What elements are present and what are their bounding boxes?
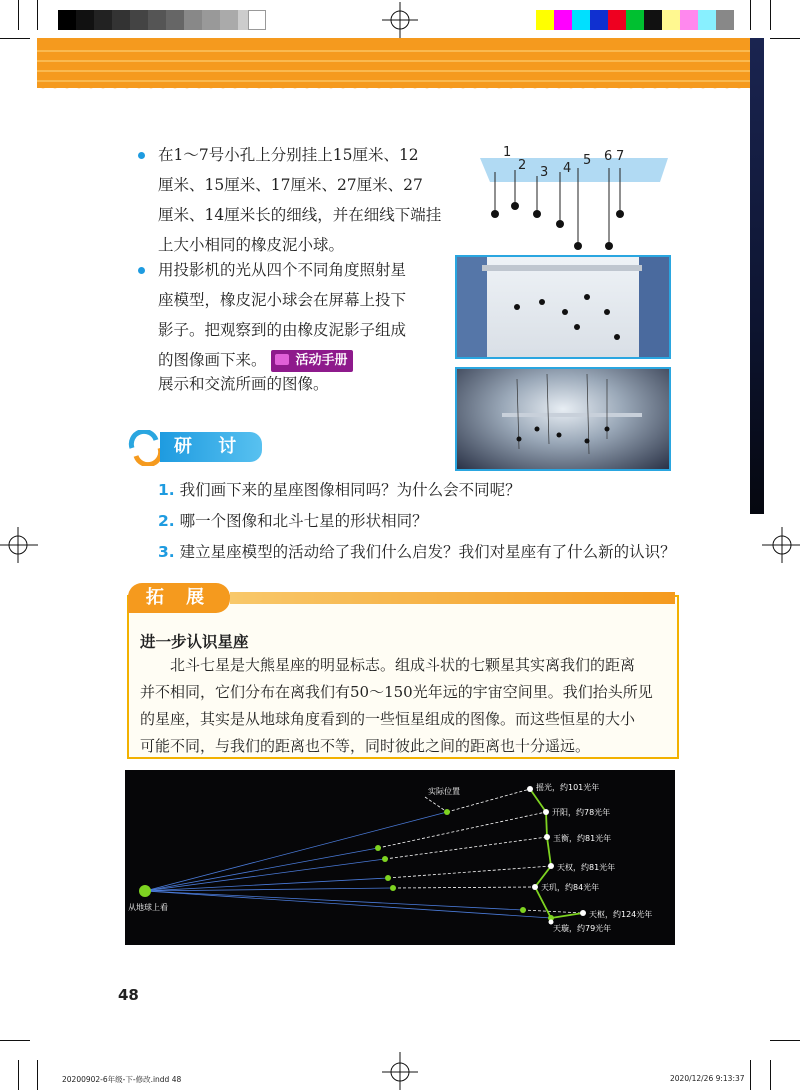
bullet-dot xyxy=(138,152,145,159)
discuss-question-2: 2. 哪一个图像和北斗七星的形状相同？ xyxy=(158,512,428,530)
model-label-3: 3 xyxy=(540,165,549,180)
night-sky-strip xyxy=(750,38,764,514)
big-dipper-diagram xyxy=(125,770,675,945)
footer-file-name: 20200902-6年级-下-修改.indd 48 xyxy=(62,1075,182,1084)
extension-header-bar xyxy=(230,592,675,604)
activity-handbook-badge[interactable]: 活动手册 xyxy=(271,350,353,372)
model-label-2: 2 xyxy=(518,158,527,173)
photo-projector-screen-lit xyxy=(455,255,671,359)
discuss-title: 研 讨 xyxy=(160,432,262,462)
star-label-tianshu: 天枢，约124光年 xyxy=(589,910,653,919)
star-label-kaiyang: 开阳，约78光年 xyxy=(552,808,611,817)
header-band xyxy=(37,38,750,88)
registration-mark-right xyxy=(760,525,800,565)
photo-projector-screen-dark xyxy=(455,367,671,471)
footer-date: 2020/12/26 9:13:37 xyxy=(670,1074,745,1083)
extension-paragraph: 北斗七星是大熊星座的明显标志。组成斗状的七颗星其实离我们的距离 并不相同，它们分布在离我们有50～150光年远的宇宙空间里。我们抬头所见 的星座，其实是从地球角度看到的一些恒星组成的图像。而这些恒星的大小 可能不同，与我们的距离也不等，同时彼此之间的距离也十分遥远。 xyxy=(140,656,653,755)
model-label-6: 6 xyxy=(604,149,613,164)
star-label-yuheng: 玉衡，约81光年 xyxy=(553,834,612,843)
earth-label: 从地球上看 xyxy=(128,903,168,912)
bullet-dot xyxy=(138,267,145,274)
bullet-1-text: 在1～7号小孔上分别挂上15厘米、12 厘米、15厘米、17厘米、27厘米、27 厘米、14厘米长的细线，并在细线下端挂 上大小相同的橡皮泥小球。 xyxy=(158,146,442,254)
model-label-7: 7 xyxy=(616,149,625,164)
star-label-tianji: 天玑，约84光年 xyxy=(541,883,600,892)
actual-position-label: 实际位置 xyxy=(428,787,460,796)
discuss-question-1: 1. 我们画下来的星座图像相同吗？为什么会不同呢？ xyxy=(158,481,521,499)
page-number: 48 xyxy=(118,986,139,1004)
book-icon xyxy=(275,354,289,365)
registration-mark-bottom xyxy=(380,1050,420,1090)
registration-mark-left xyxy=(0,525,40,565)
star-label-tianquan: 天权，约81光年 xyxy=(557,863,616,872)
extension-tab: 拓 展 xyxy=(128,583,230,613)
extension-heading: 进一步认识星座 xyxy=(140,633,249,651)
model-label-4: 4 xyxy=(563,161,572,176)
registration-mark-top xyxy=(380,2,420,42)
discuss-question-3: 3. 建立星座模型的活动给了我们什么启发？我们对星座有了什么新的认识？ xyxy=(158,543,676,561)
star-label-yaoguang: 摇光，约101光年 xyxy=(536,783,600,792)
bullet-2-text: 用投影机的光从四个不同角度照射星 座模型，橡皮泥小球会在屏幕上投下 影子。把观察到的由橡皮泥影子组成 的图像画下来。 活动手册 xyxy=(158,255,448,375)
model-label-1: 1 xyxy=(503,145,512,160)
star-label-tianxuan: 天璇，约79光年 xyxy=(553,924,612,933)
share-line: 展示和交流所画的图像。 xyxy=(158,375,329,393)
constellation-model-illustration xyxy=(470,140,670,255)
model-label-5: 5 xyxy=(583,153,592,168)
